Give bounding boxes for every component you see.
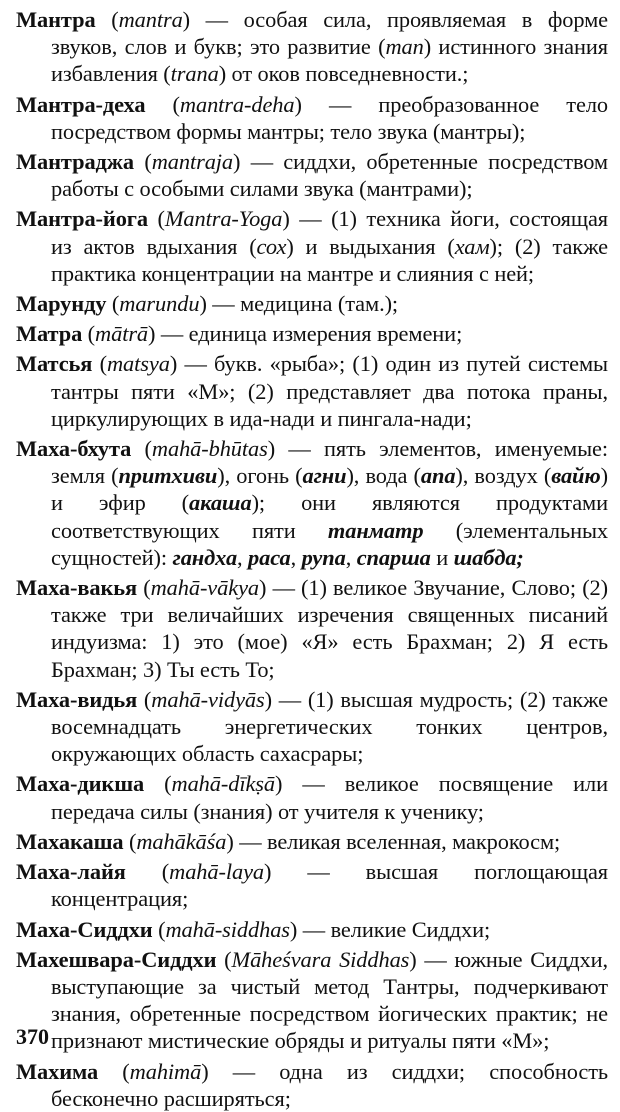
entry-definition-text: ) от оков повседневности.; bbox=[218, 61, 469, 87]
entry-transliteration: сох bbox=[256, 233, 287, 259]
entry-definition-text: ) — сиддхи, обретенные посредством работы с особыми силами звука (мантрами); bbox=[51, 149, 608, 202]
entry-definition-text: ) — особая сила, проявляемая в форме звуков, слов и букв; это развитие ( bbox=[51, 7, 608, 60]
entry-term: Матра bbox=[16, 321, 83, 347]
entry-definition-text: ( bbox=[145, 91, 180, 117]
entry-definition-text: ) — (1) великое Звучание, Слово; (2) также три величайших изречения священных писаний индуизма: 1) это (мое) «Я» есть Брахман; 2) Я есть Брахман; 3) Ты есть То; bbox=[51, 575, 608, 682]
entry-transliteration: mahā-vākya bbox=[150, 575, 260, 601]
entry-definition-text: ( bbox=[137, 575, 151, 601]
glossary-entry bbox=[16, 686, 608, 768]
glossary-entry bbox=[16, 350, 608, 432]
entry-definition-text: ) — пять элементов, именуемые: земля ( bbox=[51, 436, 609, 489]
entry-sanskrit-term: шабда; bbox=[453, 544, 524, 570]
entry-definition-text: ( bbox=[216, 946, 232, 972]
entry-definition-text: ) — великие Сиддхи; bbox=[289, 916, 491, 942]
glossary-entry bbox=[16, 828, 608, 855]
entry-transliteration: man bbox=[385, 34, 424, 60]
entry-definition-text: ), вода ( bbox=[346, 463, 421, 489]
glossary-entry bbox=[16, 320, 608, 347]
entry-definition-text: ) — букв. «рыба»; (1) один из путей системы тантры пяти «М»; (2) представляет два потока праны, циркулирующих в ида-нади и пингала-нади; bbox=[51, 351, 609, 431]
entry-transliteration: mahā-siddhas bbox=[165, 916, 290, 942]
entry-definition-text: ( bbox=[123, 828, 137, 854]
entry-transliteration: mantraja bbox=[151, 149, 234, 175]
entry-definition-text: ) — единица измерения времени; bbox=[148, 321, 463, 347]
entry-definition-text: ), огонь ( bbox=[217, 463, 303, 489]
entry-sanskrit-term: спарша bbox=[356, 544, 431, 570]
entry-sanskrit-term: агни bbox=[302, 463, 347, 489]
entry-definition-text: ) — одна из сиддхи; способность бесконечно расширяться; bbox=[51, 1058, 608, 1111]
glossary-entry bbox=[16, 916, 608, 943]
entry-term: Мантра bbox=[16, 7, 96, 32]
entry-transliteration: mahā-vidyās bbox=[151, 686, 265, 712]
entry-definition-text: , bbox=[237, 544, 249, 570]
entry-definition-text: , bbox=[290, 544, 302, 570]
entry-definition-text: ( bbox=[137, 686, 152, 712]
entry-term: Маха-лайя bbox=[16, 859, 126, 885]
entry-definition-text: ( bbox=[98, 1058, 130, 1084]
entry-sanskrit-term: апа bbox=[420, 463, 456, 489]
entry-definition-text: ) — южные Сиддхи, выступающие за чистый метод Тантры, подчеркивают знания, обретенные посредством йогических практик; не признают мистические обряды и ритуалы пяти «М»; bbox=[51, 946, 609, 1054]
entry-transliteration: marundu bbox=[119, 291, 200, 317]
entry-definition-text: ( bbox=[147, 206, 165, 232]
entry-term: Махима bbox=[16, 1058, 99, 1084]
entry-transliteration: mahā-laya bbox=[169, 859, 265, 885]
glossary-entry bbox=[16, 6, 608, 88]
entry-definition-text: ), воздух ( bbox=[455, 463, 552, 489]
entry-sanskrit-term: рупа bbox=[301, 544, 346, 570]
entry-definition-text: ( bbox=[144, 771, 172, 797]
entry-transliteration: Mantra-Yoga bbox=[164, 206, 283, 232]
entry-term: Маха-вакья bbox=[16, 575, 138, 601]
glossary-entry bbox=[16, 91, 608, 145]
entry-definition-text: ); (2) также практика концентрации на мантре и слияния с ней; bbox=[51, 233, 608, 286]
glossary-entries bbox=[16, 6, 608, 1112]
entry-term: Мантра-деха bbox=[16, 91, 146, 117]
glossary-entry bbox=[16, 435, 608, 571]
glossary-entry bbox=[16, 1058, 608, 1112]
entry-transliteration: mahākāśa bbox=[136, 828, 227, 854]
entry-definition-text: ) истинного знания избавления ( bbox=[51, 34, 608, 87]
entry-transliteration: Māheśvara Siddhas bbox=[231, 946, 410, 972]
entry-transliteration: trana bbox=[170, 61, 219, 87]
entry-term: Мантраджа bbox=[16, 149, 135, 175]
glossary-entry bbox=[16, 574, 608, 683]
entry-sanskrit-term: гандха bbox=[172, 544, 238, 570]
entry-definition-text: (элементальных сущностей): bbox=[51, 517, 608, 570]
entry-transliteration: mahā-dīkṣā bbox=[171, 771, 275, 797]
entry-term: Маха-бхута bbox=[16, 436, 132, 462]
entry-transliteration: mantra bbox=[118, 7, 183, 32]
entry-definition-text: ) и эфир ( bbox=[51, 463, 608, 516]
entry-definition-text: и bbox=[430, 544, 454, 570]
entry-definition-text: ( bbox=[152, 916, 166, 942]
entry-definition-text: ) — медицина (там.); bbox=[199, 291, 399, 317]
entry-transliteration: mātrā bbox=[95, 321, 149, 347]
entry-definition-text: ) — великая вселенная, макрокосм; bbox=[226, 828, 561, 854]
entry-sanskrit-term: акаша bbox=[189, 490, 252, 516]
entry-definition-text: ) — (1) техника йоги, состоящая из актов вдыхания ( bbox=[51, 206, 609, 259]
entry-term: Мантра-йога bbox=[16, 206, 148, 232]
glossary-entry bbox=[16, 148, 608, 202]
entry-definition-text: ( bbox=[131, 436, 152, 462]
glossary-entry bbox=[16, 858, 608, 912]
entry-term: Махакаша bbox=[16, 828, 124, 854]
entry-definition-text: ( bbox=[125, 859, 170, 885]
entry-term: Маха-видья bbox=[16, 686, 138, 712]
entry-transliteration: хам bbox=[454, 233, 490, 259]
entry-definition-text: ) — великое посвящение или передача силы (знания) от учителя к ученику; bbox=[51, 771, 608, 824]
entry-definition-text: ) — (1) высшая мудрость; (2) также восемнадцать энергетических тонких центров, окружающих область сахасрары; bbox=[51, 686, 609, 767]
entry-definition-text: , bbox=[345, 544, 357, 570]
entry-sanskrit-term: раса bbox=[248, 544, 291, 570]
entry-definition-text: ) и выдыхания ( bbox=[286, 233, 455, 259]
glossary-entry bbox=[16, 205, 608, 287]
entry-definition-text: ( bbox=[82, 321, 96, 347]
entry-sanskrit-term: притхиви bbox=[118, 463, 218, 489]
entry-definition-text: ); они являются продуктами соответствующих пяти bbox=[51, 490, 608, 543]
entry-term: Матсья bbox=[16, 351, 93, 377]
entry-term: Маха-Сиддхи bbox=[16, 916, 153, 942]
entry-sanskrit-term: танматр bbox=[327, 517, 424, 543]
entry-term: Марунду bbox=[16, 291, 107, 317]
entry-definition-text: ( bbox=[95, 7, 119, 32]
glossary-entry bbox=[16, 946, 608, 1055]
glossary-entry bbox=[16, 770, 608, 824]
entry-definition-text: ) — преобразованное тело посредством формы мантры; тело звука (мантры); bbox=[51, 91, 608, 144]
glossary-entry bbox=[16, 290, 608, 317]
entry-definition-text: ( bbox=[106, 291, 120, 317]
page-number: 370 bbox=[16, 1024, 49, 1049]
entry-transliteration: mantra-deha bbox=[179, 91, 295, 117]
entry-transliteration: matsya bbox=[106, 351, 170, 377]
entry-definition-text: ( bbox=[92, 351, 107, 377]
entry-sanskrit-term: вайю bbox=[551, 463, 601, 489]
entry-definition-text: ) — высшая поглощающая концентрация; bbox=[51, 859, 609, 912]
entry-term: Маха-дикша bbox=[16, 771, 145, 797]
entry-definition-text: ( bbox=[134, 149, 152, 175]
entry-transliteration: mahā-bhūtas bbox=[151, 436, 268, 462]
entry-transliteration: mahimā bbox=[129, 1058, 202, 1084]
entry-term: Махешвара-Сиддхи bbox=[16, 946, 217, 972]
